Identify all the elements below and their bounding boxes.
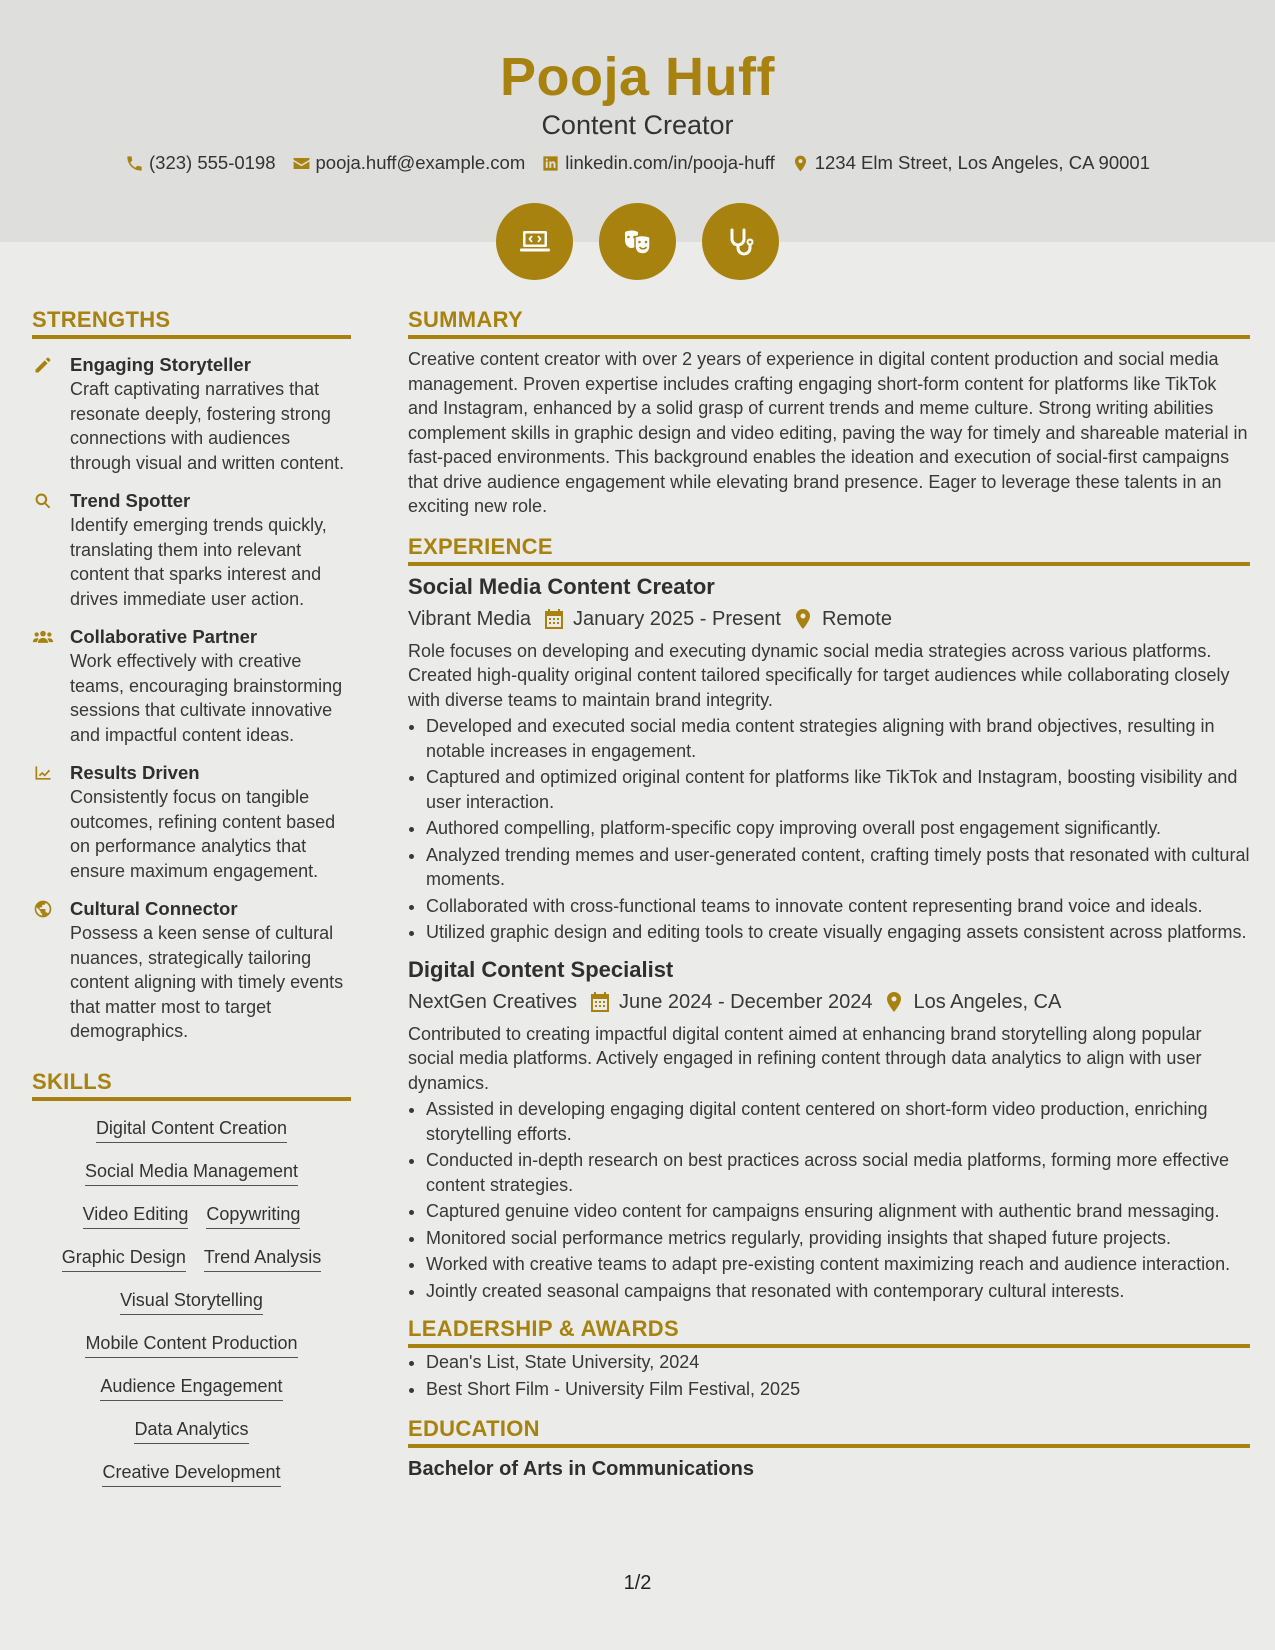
- right-column: [408, 308, 1250, 1481]
- list-item: • Conducted in-depth research on best practices across social media platforms, forming more effective content strategies.: [426, 1148, 1250, 1197]
- job-description: Contributed to creating impactful digital content aimed at enhancing brand storytelling along popular social media platforms. Actively engaged in refining content through data analytics to align with user dynamics.: [408, 1023, 1202, 1093]
- skill-tag: Creative Development: [102, 1460, 280, 1487]
- phone-text: (323) 555-0198: [149, 152, 276, 173]
- users-icon: [32, 627, 54, 647]
- phone-icon: [125, 154, 144, 173]
- strength-text: Craft captivating narratives that resonate deeply, fostering strong connections with audiences through visual and written content.: [70, 379, 345, 473]
- globe-icon: [32, 899, 54, 919]
- contact-linkedin[interactable]: [541, 152, 774, 174]
- job-entry: [408, 572, 1250, 945]
- pencil-icon: [32, 355, 54, 375]
- job-company: NextGen Creatives: [408, 990, 577, 1013]
- strength-title: Cultural Connector: [70, 898, 238, 919]
- list-item: • Authored compelling, platform-specific copy improving overall post engagement significantly.: [426, 816, 1250, 841]
- linkedin-icon: [541, 154, 560, 173]
- list-item: • Utilized graphic design and editing tools to create visually engaging assets consistent across platforms.: [426, 920, 1250, 945]
- job-bullets: [408, 714, 1250, 945]
- skill-tag: Copywriting: [206, 1202, 300, 1229]
- summary-text: Creative content creator with over 2 years of experience in digital content production and social media management. Proven expertise includes crafting engaging short-form content for platforms like TikTok and Instagram, enhanced by a solid grasp of current trends and meme culture. Strong writing abilities complement skills in graphic design and video editing, paving the way for timely and shareable material in fast-paced environments. This background enables the ideation and execution of social-first campaigns that drive audience engagement while elevating brand presence. Eager to leverage these talents in an exciting new role.: [408, 349, 1248, 516]
- envelope-icon: [292, 154, 311, 173]
- job-bullets: [408, 1097, 1250, 1303]
- job-meta: [408, 989, 1250, 1015]
- skills-list: [32, 1116, 351, 1487]
- strength-item: [32, 489, 351, 611]
- skill-tag: Mobile Content Production: [85, 1331, 297, 1358]
- strength-item: [32, 761, 351, 883]
- strength-title: Trend Spotter: [70, 490, 191, 511]
- list-item: • Monitored social performance metrics regularly, providing insights that shaped future projects.: [426, 1226, 1250, 1251]
- degree-title: Bachelor of Arts in Communications: [408, 1458, 754, 1480]
- laptop-code-badge: [496, 203, 573, 280]
- strengths-heading: STRENGTHS: [32, 308, 351, 339]
- skill-tag: Graphic Design: [62, 1245, 186, 1272]
- strength-text: Possess a keen sense of cultural nuances, strategically tailoring content aligning with timely events that matter most to target demographics.: [70, 923, 344, 1041]
- calendar-icon: [544, 608, 564, 630]
- strength-text: Identify emerging trends quickly, translating them into relevant content that sparks interest and drives immediate user action.: [70, 515, 327, 609]
- map-pin-icon: [791, 154, 810, 173]
- contact-address: [791, 152, 1150, 174]
- strength-item: [32, 897, 351, 1044]
- strength-title: Engaging Storyteller: [70, 354, 251, 375]
- left-column: [32, 308, 351, 1503]
- contact-phone[interactable]: [125, 152, 276, 174]
- strength-title: Collaborative Partner: [70, 626, 258, 647]
- skill-tag: Video Editing: [83, 1202, 189, 1229]
- job-dates: June 2024 - December 2024: [618, 990, 873, 1013]
- list-item: • Developed and executed social media content strategies aligning with brand objectives, resulting in notable increases in engagement.: [426, 714, 1250, 763]
- chart-line-icon: [32, 763, 54, 783]
- experience-heading: EXPERIENCE: [408, 535, 1250, 566]
- list-item: • Worked with creative teams to adapt pre-existing content maximizing reach and audience interaction.: [426, 1252, 1250, 1277]
- skill-tag: Digital Content Creation: [96, 1116, 287, 1143]
- email-text: pooja.huff@example.com: [315, 152, 526, 173]
- job-dates: January 2025 - Present: [573, 607, 781, 630]
- skill-tag: Visual Storytelling: [120, 1288, 263, 1315]
- strength-item: [32, 353, 351, 475]
- strength-text: Consistently focus on tangible outcomes, refining content based on performance analytics that ensure maximum engagement.: [70, 787, 336, 881]
- list-item: • Analyzed trending memes and user-generated content, crafting timely posts that resonated with cultural moments.: [426, 843, 1250, 892]
- list-item: • Captured genuine video content for campaigns ensuring alignment with authentic brand messaging.: [426, 1199, 1250, 1224]
- stethoscope-badge: [702, 203, 779, 280]
- strength-title: Results Driven: [70, 762, 200, 783]
- job-location: Los Angeles, CA: [913, 990, 1062, 1013]
- list-item: • Best Short Film - University Film Festival, 2025: [426, 1377, 1250, 1402]
- calendar-icon: [590, 991, 610, 1013]
- awards-list: [408, 1350, 1250, 1401]
- list-item: • Dean's List, State University, 2024: [426, 1350, 1250, 1375]
- laptop-code-icon: [515, 222, 555, 262]
- list-item: • Assisted in developing engaging digital content centered on short-form video production, enriching storytelling efforts.: [426, 1097, 1250, 1146]
- job-entry: [408, 955, 1250, 1304]
- job-title: Digital Content Specialist: [408, 956, 674, 982]
- candidate-name: Pooja Huff: [500, 47, 775, 107]
- list-item: • Jointly created seasonal campaigns that resonated with contemporary cultural interests.: [426, 1279, 1250, 1304]
- job-company: Vibrant Media: [408, 607, 532, 630]
- list-item: • Captured and optimized original content for platforms like TikTok and Instagram, boosting visibility and user interaction.: [426, 765, 1250, 814]
- job-meta: [408, 606, 1250, 632]
- skill-tag: Trend Analysis: [204, 1245, 321, 1272]
- theater-masks-icon: [618, 222, 658, 262]
- skill-tag: Audience Engagement: [100, 1374, 282, 1401]
- skill-tag: Social Media Management: [85, 1159, 298, 1186]
- map-pin-icon: [884, 991, 904, 1013]
- address-text: 1234 Elm Street, Los Angeles, CA 90001: [814, 152, 1150, 173]
- skill-tag: Data Analytics: [134, 1417, 248, 1444]
- awards-heading: LEADERSHIP & AWARDS: [408, 1317, 1250, 1348]
- list-item: • Collaborated with cross-functional teams to innovate content representing brand voice and ideals.: [426, 894, 1250, 919]
- job-title: Social Media Content Creator: [408, 573, 715, 599]
- job-description: Role focuses on developing and executing dynamic social media strategies across various platforms. Created high-quality original content tailored specifically for target audiences while collaborating closely with diverse teams to maintain brand integrity.: [408, 640, 1230, 710]
- theater-masks-badge: [599, 203, 676, 280]
- linkedin-text: linkedin.com/in/pooja-huff: [565, 152, 775, 173]
- strength-item: [32, 625, 351, 747]
- strength-text: Work effectively with creative teams, encouraging brainstorming sessions that cultivate innovative and impactful content ideas.: [70, 651, 343, 745]
- summary-heading: SUMMARY: [408, 308, 1250, 339]
- page-number: 1/2: [623, 1572, 652, 1594]
- stethoscope-icon: [721, 222, 761, 262]
- skills-heading: SKILLS: [32, 1070, 351, 1101]
- contact-bar: [0, 152, 1275, 174]
- map-pin-icon: [793, 608, 813, 630]
- candidate-role: Content Creator: [541, 110, 734, 140]
- interest-badges: [0, 203, 1275, 280]
- education-heading: EDUCATION: [408, 1417, 1250, 1448]
- search-icon: [32, 491, 54, 511]
- contact-email[interactable]: [292, 152, 526, 174]
- job-location: Remote: [821, 607, 892, 630]
